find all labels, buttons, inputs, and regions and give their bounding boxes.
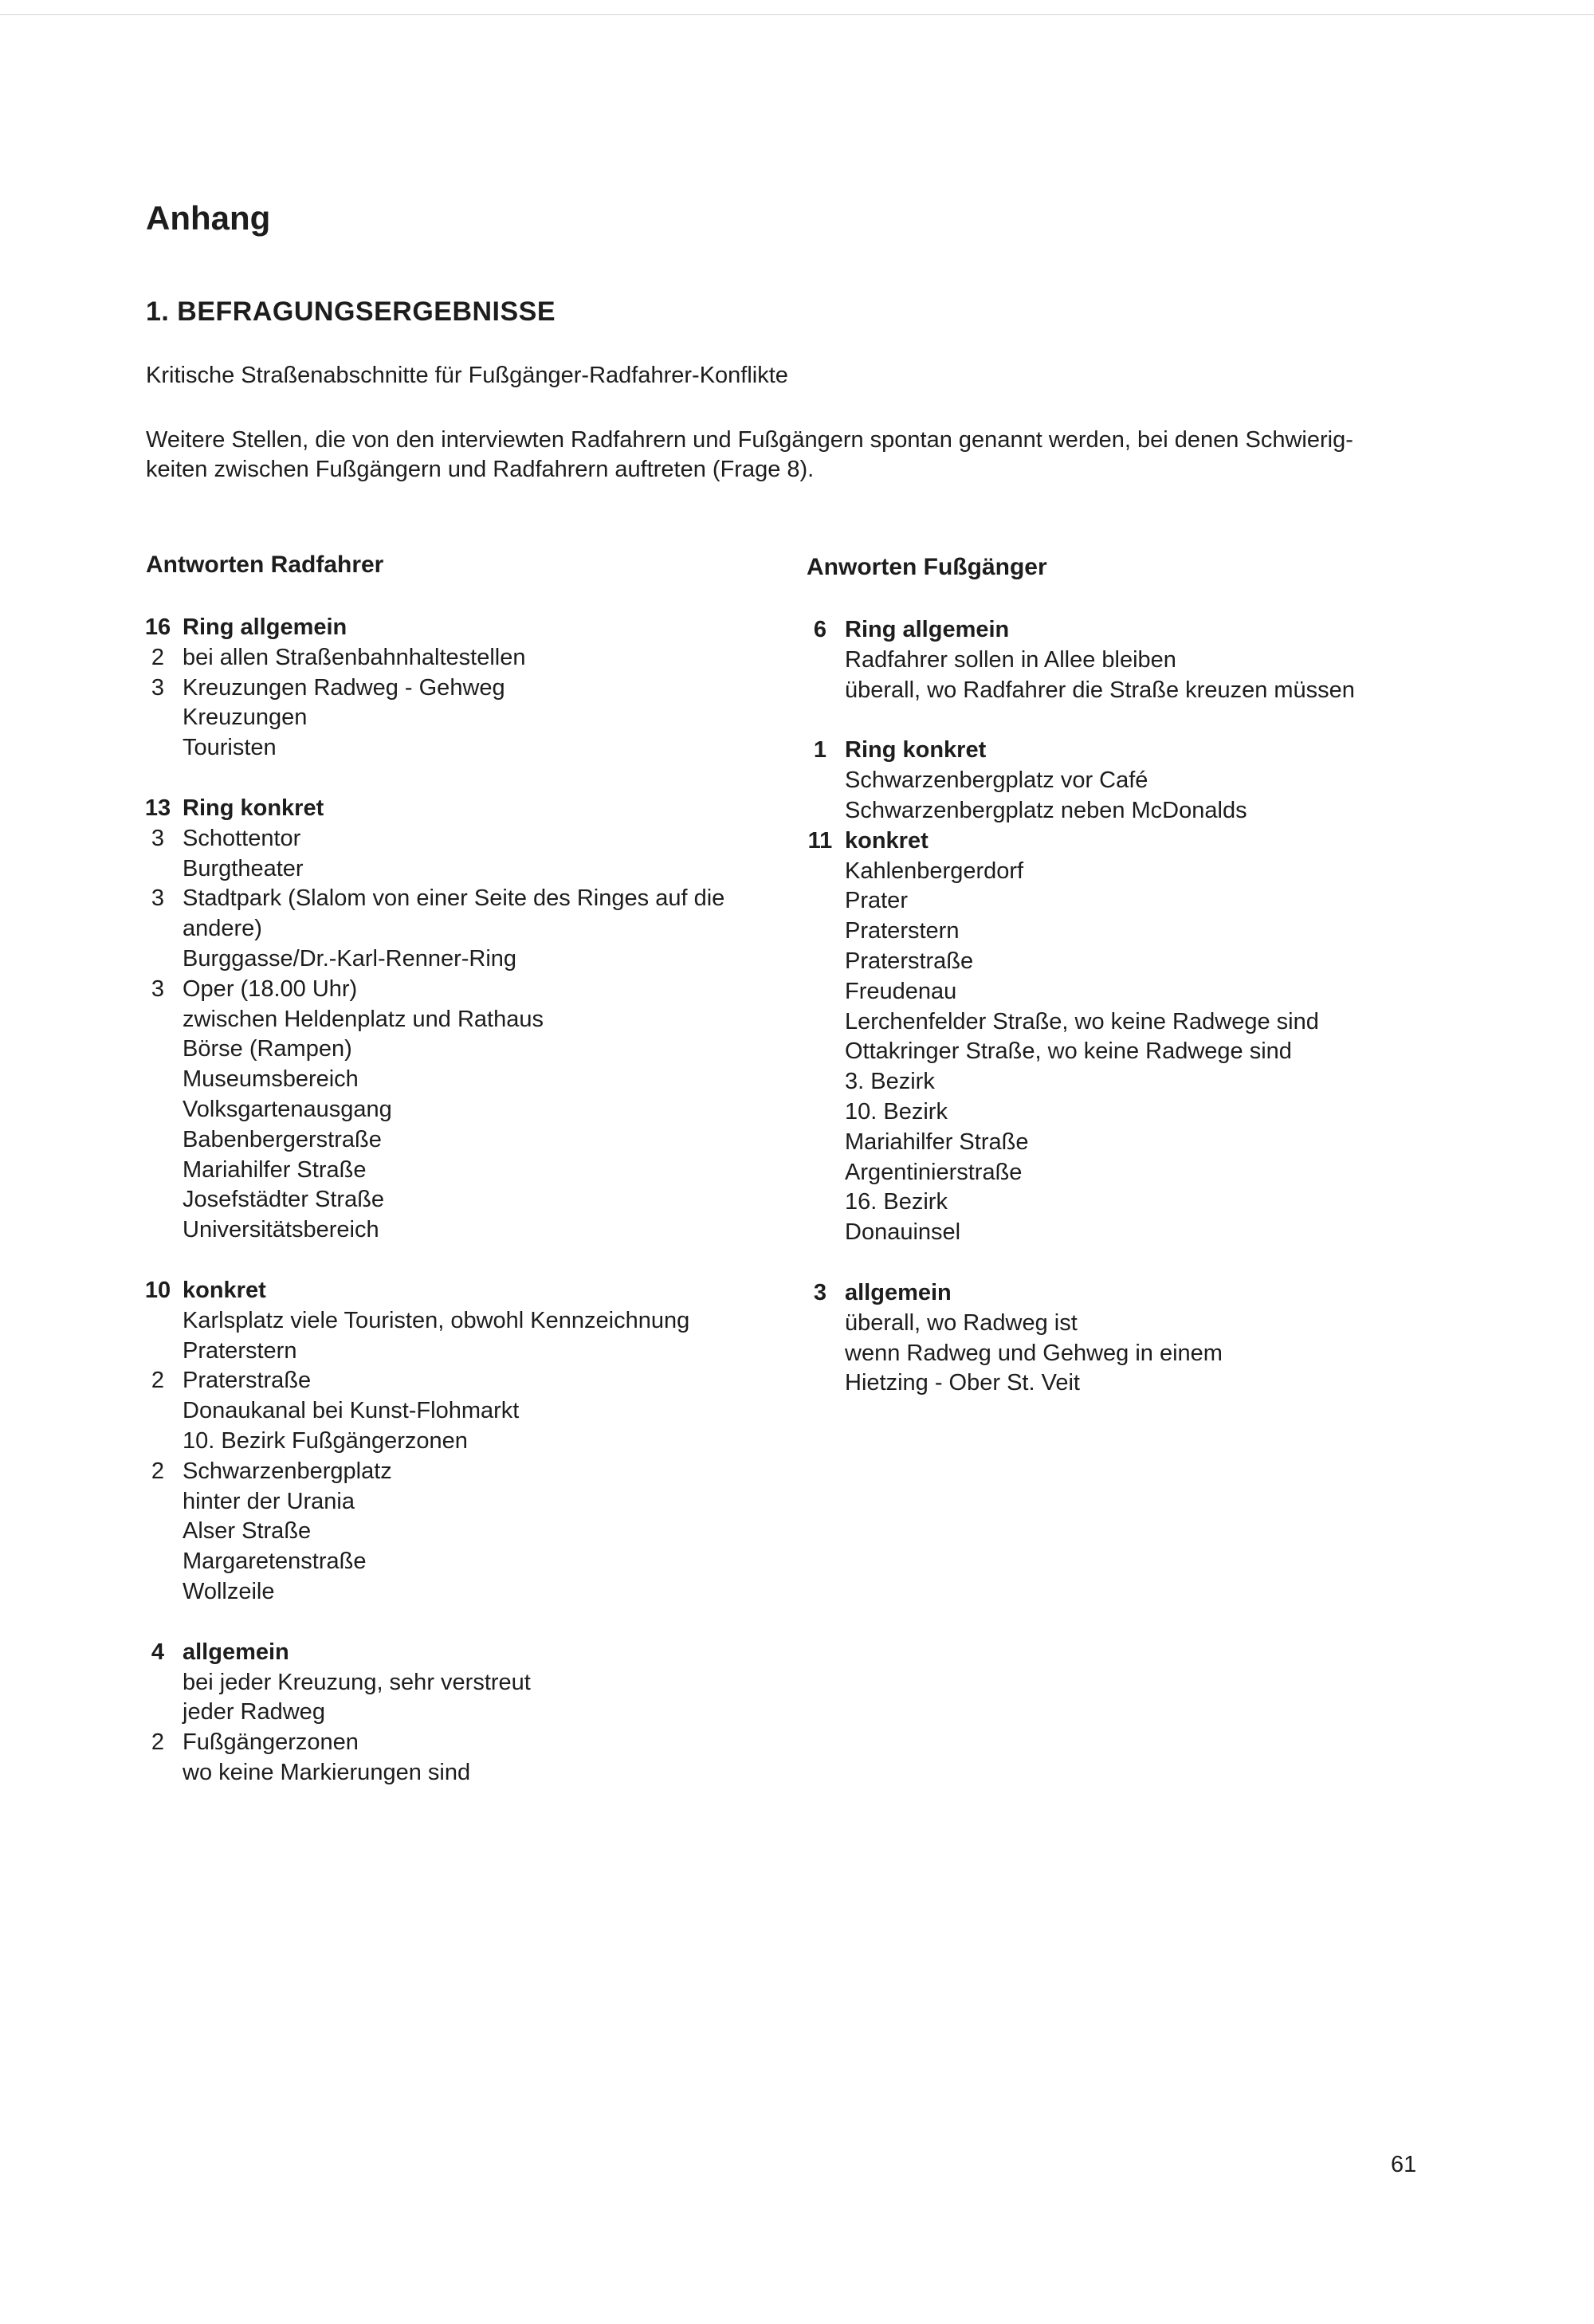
item-count	[133, 1337, 183, 1367]
list-item	[133, 824, 771, 854]
item-count	[133, 1065, 183, 1095]
list-item	[133, 1065, 771, 1095]
list-item	[133, 1547, 771, 1577]
item-text: Kreuzungen	[183, 705, 308, 731]
item-text: bei allen Straßenbahnhaltestellen	[183, 644, 526, 670]
list-item	[795, 1309, 1449, 1339]
item-count	[133, 1396, 183, 1427]
item-count	[795, 1309, 845, 1339]
item-text: Mariahilfer Straße	[183, 1156, 367, 1183]
list-item	[795, 676, 1449, 706]
item-text: Donaukanal bei Kunst-Flohmarkt	[183, 1398, 520, 1424]
item-text: Radfahrer sollen in Allee bleiben	[845, 646, 1176, 673]
item-count: 11	[807, 827, 833, 854]
list-item	[133, 1215, 771, 1246]
item-count	[795, 646, 845, 676]
item-count	[133, 1095, 183, 1125]
group-spacer	[133, 764, 771, 794]
item-text: 16. Bezirk	[845, 1189, 948, 1215]
intro-paragraph	[146, 426, 1453, 485]
group-spacer	[795, 705, 1449, 736]
item-count: 4	[151, 1639, 165, 1665]
item-count	[795, 857, 845, 887]
list-item	[133, 1306, 771, 1337]
list-item	[795, 826, 1449, 857]
list-item	[133, 1638, 771, 1668]
section-heading: 1. BEFRAGUNGSERGEBNISSE	[146, 296, 556, 327]
list-item	[133, 854, 771, 885]
item-count	[133, 854, 183, 885]
item-count	[133, 1185, 183, 1215]
item-count	[133, 1034, 183, 1065]
item-text: konkret	[845, 827, 929, 854]
list-item	[795, 1067, 1449, 1097]
list-item	[795, 1278, 1449, 1309]
item-count	[133, 1215, 183, 1246]
item-count	[133, 1005, 183, 1035]
item-text: allgemein	[845, 1279, 952, 1305]
item-count	[795, 1037, 845, 1067]
fussgaenger-list	[795, 615, 1449, 1399]
radfahrer-heading: Antworten Radfahrer	[146, 552, 384, 578]
list-item	[133, 1728, 771, 1758]
group-spacer	[133, 1608, 771, 1638]
item-text: überall, wo Radweg ist	[845, 1309, 1078, 1336]
item-count	[795, 1158, 845, 1188]
item-text: Volksgartenausgang	[183, 1096, 392, 1122]
page-title: Anhang	[146, 199, 271, 237]
item-text: Praterstern	[183, 1337, 297, 1364]
item-count	[795, 947, 845, 977]
list-item	[133, 794, 771, 824]
group-spacer	[795, 1248, 1449, 1278]
list-item	[795, 736, 1449, 766]
item-count	[795, 1188, 845, 1218]
item-count	[795, 1368, 845, 1399]
list-item	[133, 1427, 771, 1457]
list-item	[133, 1758, 771, 1788]
list-item	[795, 1339, 1449, 1369]
item-text: Kreuzungen Radweg - Gehweg	[183, 674, 505, 701]
item-text: 10. Bezirk Fußgängerzonen	[183, 1427, 468, 1454]
list-item	[133, 1668, 771, 1698]
item-count	[133, 1125, 183, 1156]
item-text: wo keine Markierungen sind	[183, 1759, 471, 1785]
item-text: Burgtheater	[183, 855, 304, 881]
list-item	[133, 1034, 771, 1065]
item-text: Freudenau	[845, 978, 957, 1004]
list-item	[795, 1218, 1449, 1248]
item-count: 3	[151, 885, 165, 912]
list-item	[133, 733, 771, 764]
item-text: Touristen	[183, 735, 277, 761]
item-count	[133, 1758, 183, 1788]
item-text: Schwarzenbergplatz	[183, 1458, 392, 1484]
list-item	[133, 1366, 771, 1396]
item-text: Kahlenbergerdorf	[845, 858, 1024, 884]
fussgaenger-heading: Anworten Fußgänger	[807, 554, 1047, 580]
item-count: 2	[151, 644, 165, 670]
item-count	[133, 1668, 183, 1698]
item-count: 16	[144, 614, 171, 640]
item-text: Praterstraße	[845, 948, 974, 974]
page-number: 61	[1391, 2152, 1417, 2177]
list-item	[133, 1457, 771, 1487]
item-text: Stadtpark (Slalom von einer Seite des Ringes auf die andere)	[183, 885, 725, 942]
item-count	[795, 766, 845, 796]
item-count	[795, 796, 845, 826]
list-item	[795, 947, 1449, 977]
item-count	[795, 1128, 845, 1158]
list-item	[133, 1487, 771, 1517]
section-subtitle: Kritische Straßenabschnitte für Fußgänger-Radfahrer-Konflikte	[146, 363, 788, 388]
item-text: Schwarzenbergplatz vor Café	[845, 767, 1148, 794]
list-item	[133, 884, 771, 944]
list-item	[133, 975, 771, 1005]
list-item	[133, 1698, 771, 1728]
list-item	[795, 917, 1449, 947]
item-text: Margaretenstraße	[183, 1549, 367, 1575]
list-item	[795, 1158, 1449, 1188]
item-count	[133, 1517, 183, 1547]
intro-line: keiten zwischen Fußgängern und Radfahrern auftreten (Frage 8).	[146, 457, 815, 482]
item-text: 3. Bezirk	[845, 1069, 935, 1095]
item-text: Lerchenfelder Straße, wo keine Radwege sind	[845, 1008, 1319, 1034]
item-count: 3	[813, 1279, 827, 1305]
item-text: Schwarzenbergplatz neben McDonalds	[845, 797, 1247, 823]
item-text: Josefstädter Straße	[183, 1187, 385, 1213]
list-item	[133, 1577, 771, 1608]
list-item	[133, 1156, 771, 1186]
intro-line: Weitere Stellen, die von den interviewten Radfahrern und Fußgängern spontan genannt werden, bei denen Schwierig-	[146, 427, 1353, 453]
item-text: Hietzing - Ober St. Veit	[845, 1370, 1080, 1396]
list-item	[795, 857, 1449, 887]
list-item	[795, 646, 1449, 676]
item-count	[795, 676, 845, 706]
item-count: 2	[151, 1368, 165, 1394]
item-text: Ottakringer Straße, wo keine Radwege sind	[845, 1038, 1292, 1065]
list-item	[795, 886, 1449, 917]
item-count	[795, 1218, 845, 1248]
list-item	[133, 1095, 771, 1125]
item-count	[795, 1339, 845, 1369]
list-item	[133, 643, 771, 673]
item-count	[795, 1067, 845, 1097]
list-item	[795, 615, 1449, 646]
item-text: Museumsbereich	[183, 1066, 359, 1093]
item-text: Ring allgemein	[183, 614, 347, 640]
item-text: jeder Radweg	[183, 1699, 325, 1725]
list-item	[795, 1037, 1449, 1067]
item-count: 10	[144, 1277, 171, 1303]
item-text: konkret	[183, 1277, 266, 1303]
list-item	[795, 1188, 1449, 1218]
item-text: Alser Straße	[183, 1518, 312, 1545]
item-count	[133, 1306, 183, 1337]
item-text: Donauinsel	[845, 1219, 961, 1246]
item-count: 3	[151, 674, 165, 701]
list-item	[795, 796, 1449, 826]
item-text: Ring konkret	[183, 795, 324, 821]
item-text: zwischen Heldenplatz und Rathaus	[183, 1006, 544, 1032]
list-item	[795, 1007, 1449, 1038]
list-item	[133, 1337, 771, 1367]
item-text: wenn Radweg und Gehweg in einem	[845, 1340, 1223, 1366]
item-text: hinter der Urania	[183, 1488, 355, 1514]
item-count	[133, 1547, 183, 1577]
item-count: 3	[151, 825, 165, 851]
item-count: 1	[813, 737, 827, 764]
item-text: Börse (Rampen)	[183, 1036, 352, 1062]
item-count: 2	[151, 1458, 165, 1484]
item-count	[133, 944, 183, 975]
item-text: Argentinierstraße	[845, 1159, 1023, 1185]
item-count	[133, 1427, 183, 1457]
item-text: Praterstraße	[183, 1368, 312, 1394]
item-text: Karlsplatz viele Touristen, obwohl Kennzeichnung	[183, 1307, 690, 1333]
item-count	[795, 917, 845, 947]
list-item	[133, 1517, 771, 1547]
item-text: bei jeder Kreuzung, sehr verstreut	[183, 1669, 531, 1695]
item-count: 3	[151, 976, 165, 1002]
list-item	[133, 613, 771, 643]
item-text: Schottentor	[183, 825, 301, 851]
item-count: 6	[813, 617, 827, 642]
item-text: Babenbergerstraße	[183, 1126, 382, 1152]
list-item	[795, 977, 1449, 1007]
item-text: allgemein	[183, 1639, 289, 1665]
item-text: 10. Bezirk	[845, 1098, 948, 1125]
list-item	[795, 766, 1449, 796]
list-item	[133, 1185, 771, 1215]
item-count	[133, 1698, 183, 1728]
item-count	[133, 1156, 183, 1186]
item-text: Universitätsbereich	[183, 1217, 379, 1243]
item-count	[133, 1577, 183, 1608]
item-text: Mariahilfer Straße	[845, 1129, 1029, 1155]
item-count: 13	[144, 795, 171, 821]
item-text: Oper (18.00 Uhr)	[183, 976, 358, 1002]
list-item	[795, 1097, 1449, 1128]
item-text: Ring allgemein	[845, 617, 1010, 642]
list-item	[133, 1125, 771, 1156]
item-text: Burggasse/Dr.-Karl-Renner-Ring	[183, 945, 517, 972]
item-text: Fußgängerzonen	[183, 1729, 359, 1756]
item-count	[795, 1007, 845, 1038]
list-item	[795, 1128, 1449, 1158]
item-count	[133, 703, 183, 733]
item-count	[795, 1097, 845, 1128]
item-count: 2	[151, 1729, 165, 1756]
list-item	[133, 1396, 771, 1427]
item-count	[133, 733, 183, 764]
list-item	[133, 1005, 771, 1035]
item-text: Praterstern	[845, 918, 960, 944]
list-item	[133, 944, 771, 975]
radfahrer-list	[133, 613, 771, 1788]
item-text: Wollzeile	[183, 1578, 275, 1604]
list-item	[133, 673, 771, 704]
top-rule	[0, 14, 1594, 15]
item-count	[795, 886, 845, 917]
item-count	[133, 1487, 183, 1517]
item-text: Ring konkret	[845, 737, 987, 764]
item-text: Prater	[845, 888, 908, 914]
item-text: überall, wo Radfahrer die Straße kreuzen müssen	[845, 677, 1355, 703]
list-item	[795, 1368, 1449, 1399]
item-count	[795, 977, 845, 1007]
group-spacer	[133, 1246, 771, 1276]
list-item	[133, 703, 771, 733]
list-item	[133, 1276, 771, 1306]
